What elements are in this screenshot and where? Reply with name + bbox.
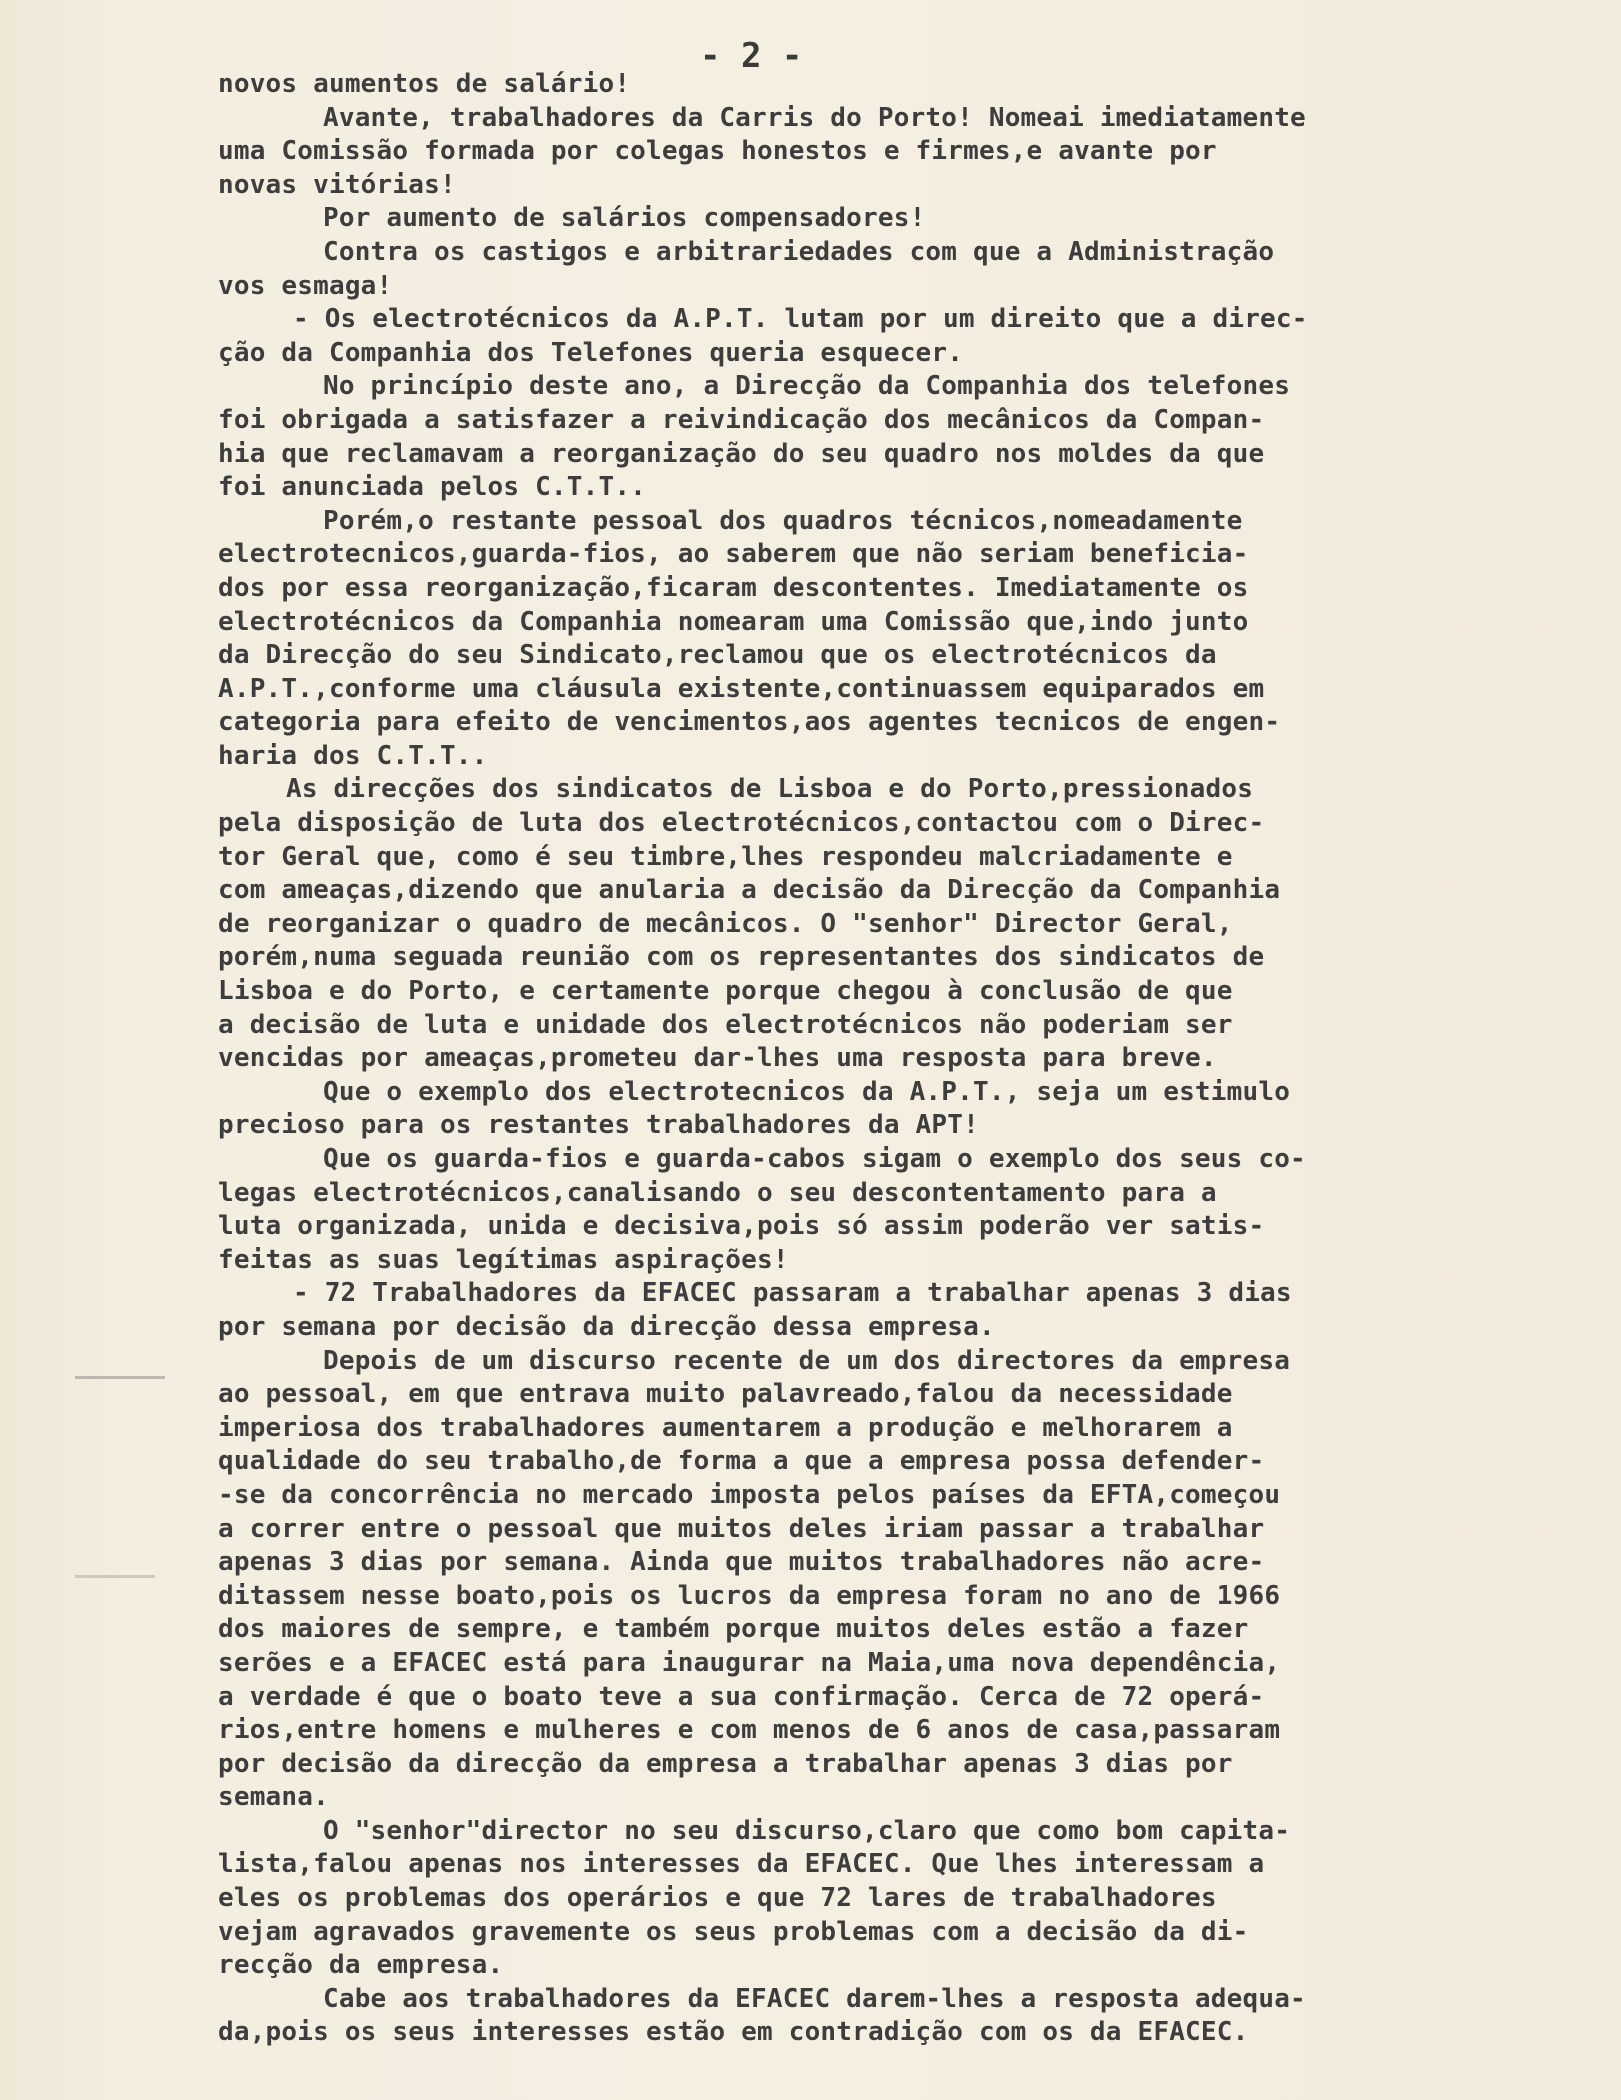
text-line: Que o exemplo dos electrotecnicos da A.P.T., seja um estimulo bbox=[323, 1076, 1291, 1107]
text-line: dos maiores de sempre, e também porque muitos deles estão a fazer bbox=[218, 1614, 1249, 1645]
text-line: novos aumentos de salário! bbox=[218, 69, 631, 99]
text-line: lista,falou apenas nos interesses da EFACEC. Que lhes interessam a bbox=[218, 1849, 1265, 1880]
text-line: Que os guarda-fios e guarda-cabos sigam o exemplo dos seus co- bbox=[323, 1144, 1306, 1174]
text-line: - 72 Trabalhadores da EFACEC passaram a trabalhar apenas 3 dias bbox=[293, 1278, 1292, 1309]
text-line: de reorganizar o quadro de mecânicos. O "senhor" Director Geral, bbox=[218, 908, 1233, 939]
text-line: qualidade do seu trabalho,de forma a que a empresa possa defender- bbox=[218, 1446, 1265, 1477]
text-line: da,pois os seus interesses estão em contradição com os da EFACEC. bbox=[218, 2017, 1249, 2048]
text-line: precioso para os restantes trabalhadores da APT! bbox=[218, 1110, 979, 1141]
text-line: vencidas por ameaças,prometeu dar-lhes uma resposta para breve. bbox=[218, 1043, 1217, 1074]
text-line: a decisão de luta e unidade dos electrotécnicos não poderiam ser bbox=[218, 1009, 1233, 1040]
text-line: porém,numa seguada reunião com os representantes dos sindicatos de bbox=[218, 942, 1265, 973]
text-line: serões e a EFACEC está para inaugurar na Maia,uma nova dependência, bbox=[218, 1647, 1281, 1678]
text-line: -se da concorrência no mercado imposta pelos países da EFTA,começou bbox=[218, 1479, 1281, 1510]
text-line: da Direcção do seu Sindicato,reclamou que os electrotécnicos da bbox=[218, 640, 1217, 671]
text-line: foi obrigada a satisfazer a reivindicação dos mecânicos da Compan- bbox=[218, 404, 1265, 435]
page-number: - 2 - bbox=[700, 36, 803, 76]
text-line: ditassem nesse boato,pois os lucros da empresa foram no ano de 1966 bbox=[218, 1580, 1281, 1611]
text-line: a correr entre o pessoal que muitos deles iriam passar a trabalhar bbox=[218, 1513, 1265, 1544]
text-line: luta organizada, unida e decisiva,pois só assim poderão ver satis- bbox=[218, 1211, 1265, 1242]
text-line: por decisão da direcção da empresa a trabalhar apenas 3 dias por bbox=[218, 1748, 1233, 1779]
text-line: categoria para efeito de vencimentos,aos agentes tecnicos de engen- bbox=[218, 707, 1281, 738]
margin-mark bbox=[75, 1575, 155, 1578]
text-line: ao pessoal, em que entrava muito palavreado,falou da necessidade bbox=[218, 1379, 1233, 1410]
text-line: imperiosa dos trabalhadores aumentarem a produção e melhorarem a bbox=[218, 1412, 1233, 1443]
text-line: foi anunciada pelos C.T.T.. bbox=[218, 472, 647, 503]
text-line: No princípio deste ano, a Direcção da Companhia dos telefones bbox=[323, 371, 1291, 402]
body-text bbox=[218, 68, 1598, 2050]
text-line: Avante, trabalhadores da Carris do Porto! Nomeai imediatamente bbox=[323, 102, 1306, 133]
text-line: electrotécnicos da Companhia nomearam uma Comissão que,indo junto bbox=[218, 606, 1249, 637]
text-line: ção da Companhia dos Telefones queria esquecer. bbox=[218, 337, 964, 368]
text-line: apenas 3 dias por semana. Ainda que muitos trabalhadores não acre- bbox=[218, 1547, 1265, 1578]
text-line: vos esmaga! bbox=[218, 270, 393, 301]
text-line: Por aumento de salários compensadores! bbox=[323, 203, 926, 234]
text-line: eles os problemas dos operários e que 72 lares de trabalhadores bbox=[218, 1883, 1217, 1914]
text-line: uma Comissão formada por colegas honestos e firmes,e avante por bbox=[218, 136, 1217, 167]
text-line: Contra os castigos e arbitrariedades com que a Administração bbox=[323, 236, 1275, 267]
text-line: haria dos C.T.T.. bbox=[218, 740, 488, 771]
text-line: rios,entre homens e mulheres e com menos de 6 anos de casa,passaram bbox=[218, 1715, 1281, 1746]
text-line: Porém,o restante pessoal dos quadros técnicos,nomeadamente bbox=[323, 505, 1243, 536]
text-line: As direcções dos sindicatos de Lisboa e do Porto,pressionados bbox=[286, 774, 1254, 805]
text-line: Depois de um discurso recente de um dos directores da empresa bbox=[323, 1345, 1291, 1376]
text-line: hia que reclamavam a reorganização do seu quadro nos moldes da que bbox=[218, 438, 1265, 469]
text-line: Lisboa e do Porto, e certamente porque chegou à conclusão de que bbox=[218, 976, 1233, 1007]
text-line: vejam agravados gravemente os seus problemas com a decisão da di- bbox=[218, 1916, 1249, 1947]
text-line: A.P.T.,conforme uma cláusula existente,continuassem equiparados em bbox=[218, 673, 1265, 704]
text-line: por semana por decisão da direcção dessa empresa. bbox=[218, 1311, 995, 1342]
text-line: Cabe aos trabalhadores da EFACEC darem-lhes a resposta adequa- bbox=[323, 1983, 1306, 2014]
text-line: pela disposição de luta dos electrotécnicos,contactou com o Direc- bbox=[218, 808, 1265, 839]
text-line: com ameaças,dizendo que anularia a decisão da Direcção da Companhia bbox=[218, 875, 1281, 906]
text-line: legas electrotécnicos,canalisando o seu descontentamento para a bbox=[218, 1177, 1217, 1208]
text-line: - Os electrotécnicos da A.P.T. lutam por um direito que a direc- bbox=[293, 304, 1308, 335]
text-line: recção da empresa. bbox=[218, 1950, 504, 1981]
text-line: O "senhor"director no seu discurso,claro que como bom capita- bbox=[323, 1815, 1291, 1846]
text-line: electrotecnicos,guarda-fios, ao saberem que não seriam beneficia- bbox=[218, 539, 1249, 570]
text-line: tor Geral que, como é seu timbre,lhes respondeu malcriadamente e bbox=[218, 841, 1233, 872]
margin-mark bbox=[75, 1376, 165, 1379]
text-line: novas vitórias! bbox=[218, 169, 456, 200]
text-line: dos por essa reorganização,ficaram descontentes. Imediatamente os bbox=[218, 572, 1249, 603]
text-line: semana. bbox=[218, 1782, 329, 1813]
text-line: a verdade é que o boato teve a sua confirmação. Cerca de 72 operá- bbox=[218, 1681, 1265, 1712]
text-line: feitas as suas legítimas aspirações! bbox=[218, 1244, 789, 1275]
